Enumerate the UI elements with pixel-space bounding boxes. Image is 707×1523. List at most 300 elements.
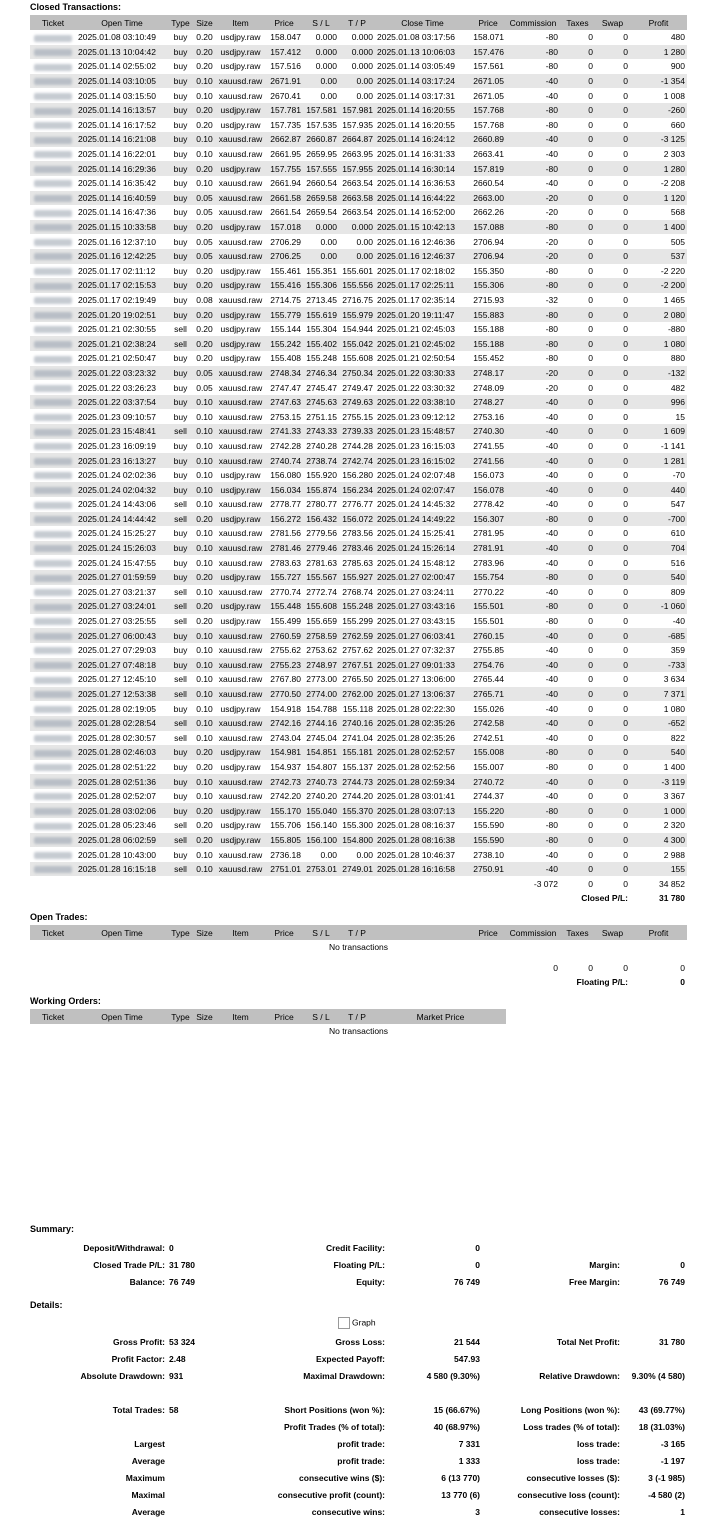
details-cell: Gross Loss: [335, 1336, 385, 1347]
empty-message: No transactions [328, 942, 389, 953]
table-cell: 0 [588, 732, 593, 743]
ticket-cell-redacted [30, 847, 76, 862]
table-cell: 2742.58 [470, 716, 506, 731]
table-cell: 0.20 [193, 220, 216, 235]
table-cell: 2762.59 [339, 628, 375, 643]
table-cell: 155.920 [306, 470, 337, 481]
table-cell: -40 [506, 74, 560, 89]
details-cell: 2.48 [169, 1353, 186, 1364]
redacted-ticket [34, 224, 72, 231]
ticket-cell-redacted [30, 278, 76, 293]
table-cell: 2736.18 [270, 849, 301, 860]
table-row [30, 424, 687, 439]
table-cell: -700 [630, 512, 687, 527]
table-cell: buy [168, 74, 193, 89]
redacted-ticket [34, 414, 72, 421]
details-cell: Relative Drawdown: [539, 1370, 620, 1381]
table-cell: 0 [588, 32, 593, 43]
table-cell: 2748.09 [473, 382, 504, 393]
details-cell [387, 1384, 482, 1401]
table-cell: 2025.01.08 03:17:56 [377, 32, 455, 43]
table-cell: 0 [588, 382, 593, 393]
table-cell: 2025.01.17 02:18:02 [377, 265, 455, 276]
table-cell: 154.937 [270, 761, 301, 772]
table-cell: 2783.63 [270, 557, 301, 568]
table-cell: -80 [506, 599, 560, 614]
table-cell: 155.137 [342, 761, 373, 772]
ticket-cell-redacted [30, 59, 76, 74]
table-row [30, 118, 687, 133]
ticket-cell-redacted [30, 526, 76, 541]
redacted-ticket [34, 93, 72, 100]
table-cell: 156.034 [265, 482, 303, 497]
table-cell: sell [174, 324, 187, 335]
table-cell: 0 [588, 849, 593, 860]
table-cell: 2 080 [630, 307, 687, 322]
table-row [30, 643, 687, 658]
table-cell: 155.556 [339, 278, 375, 293]
table-cell: 0 [588, 149, 593, 160]
table-cell: 155.306 [303, 278, 339, 293]
table-cell: 155.402 [303, 336, 339, 351]
table-cell: 2741.04 [342, 732, 373, 743]
table-cell: usdjpy.raw [220, 265, 261, 276]
floating-pl-value: 0 [680, 977, 685, 988]
table-cell: 2025.01.23 09:10:57 [78, 411, 156, 422]
table-cell: 0.10 [193, 424, 216, 439]
table-cell: 2780.77 [306, 499, 337, 510]
table-cell: buy [173, 557, 188, 568]
table-cell: 0 [560, 745, 595, 760]
table-cell: 2025.01.28 03:01:41 [377, 791, 455, 802]
table-cell: 0.20 [193, 833, 216, 848]
redacted-ticket [34, 268, 72, 275]
deposit-label: Deposit/Withdrawal: [83, 1242, 165, 1253]
table-cell: 0 [623, 61, 628, 72]
table-cell: 154.788 [306, 703, 337, 714]
table-cell: 155.350 [473, 265, 504, 276]
table-cell: 2025.01.28 02:52:57 [375, 745, 470, 760]
table-cell: 2025.01.17 02:19:49 [78, 294, 156, 305]
table-cell: 0.05 [196, 382, 213, 393]
column-header: Price [470, 15, 506, 30]
table-cell: 2767.51 [339, 658, 375, 673]
column-header: Size [193, 1009, 216, 1024]
column-header: Commission [506, 925, 560, 940]
details-row [30, 1469, 687, 1486]
table-cell: 2 988 [663, 849, 685, 860]
table-cell: 2745.63 [303, 395, 339, 410]
ticket-cell-redacted [30, 716, 76, 731]
ticket-cell-redacted [30, 745, 76, 760]
redacted-ticket [34, 78, 72, 85]
table-cell: 2025.01.22 03:37:54 [76, 395, 168, 410]
table-cell: 157.781 [265, 103, 303, 118]
table-cell: usdjpy.raw [216, 833, 265, 848]
redacted-ticket [34, 487, 72, 494]
table-cell: xauusd.raw [216, 366, 265, 381]
table-cell: 0.000 [351, 61, 373, 72]
table-row [30, 30, 687, 45]
table-cell: xauusd.raw [218, 294, 263, 305]
table-cell: 0.10 [196, 440, 213, 451]
table-cell: buy [168, 249, 193, 264]
table-row [30, 847, 687, 862]
table-cell: 2025.01.21 02:50:54 [377, 353, 455, 364]
table-cell: -40 [545, 178, 558, 189]
redacted-ticket [34, 151, 72, 158]
table-cell: sell [168, 336, 193, 351]
table-cell: 2025.01.28 03:02:06 [76, 803, 168, 818]
total-profit: 34 852 [659, 878, 685, 889]
table-cell: -80 [506, 45, 560, 60]
table-cell: 0 [560, 862, 595, 877]
ticket-cell-redacted [30, 30, 76, 45]
table-cell: 157.018 [265, 220, 303, 235]
table-cell: 0 [588, 674, 593, 685]
table-cell: buy [168, 103, 193, 118]
table-cell: 2663.95 [342, 149, 373, 160]
details-cell: consecutive losses: [539, 1506, 620, 1517]
table-cell: 2755.23 [265, 658, 303, 673]
table-cell: 2753.16 [473, 411, 504, 422]
table-row [30, 191, 687, 206]
table-cell: 0 [623, 178, 628, 189]
table-cell: 0 [595, 833, 630, 848]
table-cell: 2025.01.17 02:35:14 [377, 294, 455, 305]
redacted-ticket [34, 750, 72, 757]
table-row [30, 249, 687, 264]
table-cell: 2785.63 [342, 557, 373, 568]
table-row [30, 774, 687, 789]
table-cell: 0 [560, 278, 595, 293]
table-cell: xauusd.raw [216, 395, 265, 410]
table-cell: 2740.72 [470, 774, 506, 789]
table-cell: sell [174, 732, 187, 743]
table-cell: 2025.01.28 08:16:38 [375, 833, 470, 848]
table-cell: 0 [623, 849, 628, 860]
table-cell: 0.08 [196, 294, 213, 305]
table-cell: 2749.63 [339, 395, 375, 410]
column-header: Profit [630, 925, 687, 940]
column-header: Close Time [375, 15, 470, 30]
table-cell: 2025.01.28 06:02:59 [76, 833, 168, 848]
table-cell: 0 [595, 628, 630, 643]
details-cell: 13 770 (6) [441, 1489, 480, 1500]
table-cell: 1 465 [663, 294, 685, 305]
details-cell [167, 1469, 212, 1486]
table-cell: 0.000 [315, 32, 337, 43]
table-cell: 1 008 [663, 90, 685, 101]
table-cell: 0.20 [196, 61, 213, 72]
total-swap: 0 [623, 878, 628, 889]
table-cell: 2660.89 [470, 132, 506, 147]
table-cell: 359 [670, 645, 685, 656]
details-cell [167, 1384, 212, 1401]
table-cell: 1 609 [630, 424, 687, 439]
table-cell: -40 [545, 528, 558, 539]
table-cell: 2025.01.16 12:37:10 [78, 236, 156, 247]
table-cell: -1 354 [630, 74, 687, 89]
table-row [30, 803, 687, 818]
ticket-cell-redacted [30, 628, 76, 643]
table-cell: 2025.01.21 02:38:24 [76, 336, 168, 351]
table-cell: -32 [545, 294, 558, 305]
details-cell: Average [131, 1506, 165, 1517]
table-cell: 155.979 [339, 307, 375, 322]
table-cell: 156.080 [270, 470, 301, 481]
redacted-ticket [34, 341, 72, 348]
table-cell: usdjpy.raw [216, 103, 265, 118]
table-cell: 0.20 [193, 103, 216, 118]
table-cell: 568 [670, 207, 685, 218]
table-row [30, 322, 687, 337]
table-row [30, 453, 687, 468]
column-header: Price [265, 1009, 303, 1024]
column-header: Item [216, 15, 265, 30]
table-cell: 154.918 [270, 703, 301, 714]
column-header: Type [168, 1009, 193, 1024]
table-row [30, 307, 687, 322]
ticket-cell-redacted [30, 322, 76, 337]
table-cell: 155.181 [339, 745, 375, 760]
table-cell: 0.00 [339, 249, 375, 264]
table-cell: 0.10 [196, 557, 213, 568]
table-cell: xauusd.raw [218, 849, 263, 860]
table-cell: 0 [560, 833, 595, 848]
table-cell: 0 [560, 541, 595, 556]
table-cell: 0.000 [351, 32, 373, 43]
table-cell: 0.10 [193, 862, 216, 877]
table-cell: buy [168, 745, 193, 760]
table-cell: 155.220 [470, 803, 506, 818]
table-cell: 155.042 [339, 336, 375, 351]
details-cell: Total Net Profit: [556, 1336, 620, 1347]
table-cell: 2025.01.14 16:36:53 [377, 178, 455, 189]
table-cell: -80 [506, 570, 560, 585]
details-cell: loss trade: [577, 1455, 620, 1466]
table-cell: 2025.01.27 03:24:01 [76, 599, 168, 614]
table-cell: 1 080 [663, 703, 685, 714]
table-cell: 2770.74 [270, 586, 301, 597]
details-cell: 15 (66.67%) [433, 1404, 480, 1415]
table-cell: -40 [506, 716, 560, 731]
table-cell: 1 000 [630, 803, 687, 818]
table-cell: 157.955 [339, 161, 375, 176]
total-taxes: 0 [588, 878, 593, 889]
table-row [30, 716, 687, 731]
table-cell: 155.040 [303, 803, 339, 818]
table-cell: 540 [630, 570, 687, 585]
details-row [30, 1333, 687, 1350]
credit-label: Credit Facility: [325, 1242, 385, 1253]
table-cell: 155.608 [342, 353, 373, 364]
table-cell: 156.073 [473, 470, 504, 481]
table-cell: -20 [545, 207, 558, 218]
table-cell: 2025.01.14 16:13:57 [76, 103, 168, 118]
table-cell: buy [168, 191, 193, 206]
table-cell: 0 [560, 191, 595, 206]
table-cell: usdjpy.raw [216, 278, 265, 293]
table-cell: 0 [623, 149, 628, 160]
table-cell: 2660.87 [303, 132, 339, 147]
details-section [30, 1333, 687, 1520]
table-cell: -40 [506, 687, 560, 702]
table-cell: 157.768 [470, 103, 506, 118]
table-cell: xauusd.raw [216, 424, 265, 439]
table-cell: 0 [595, 74, 630, 89]
table-cell: 2663.54 [342, 178, 373, 189]
table-cell: 0 [623, 119, 628, 130]
table-cell: 2025.01.28 10:46:37 [377, 849, 455, 860]
table-cell: 0 [560, 774, 595, 789]
table-cell: 0 [588, 820, 593, 831]
table-cell: -2 200 [630, 278, 687, 293]
ticket-cell-redacted [30, 103, 76, 118]
table-cell: 155.026 [473, 703, 504, 714]
table-cell: 154.944 [342, 324, 373, 335]
table-cell: 0 [595, 307, 630, 322]
table-cell: 154.851 [303, 745, 339, 760]
redacted-ticket [34, 370, 72, 377]
table-cell: -880 [667, 324, 685, 335]
redacted-ticket [34, 297, 72, 304]
table-cell: 2713.45 [306, 294, 337, 305]
table-cell: 0.10 [196, 645, 213, 656]
table-cell: 155.351 [306, 265, 337, 276]
table-cell: 0.00 [303, 74, 339, 89]
table-cell: 2779.46 [303, 541, 339, 556]
table-cell: 2781.91 [470, 541, 506, 556]
redacted-ticket [34, 720, 72, 727]
column-header: Commission [506, 15, 560, 30]
table-row [30, 264, 687, 279]
table-cell: 2738.74 [303, 453, 339, 468]
table-cell: 155.242 [265, 336, 303, 351]
table-cell: 157.555 [303, 161, 339, 176]
table-row [30, 45, 687, 60]
column-header: T / P [339, 1009, 375, 1024]
redacted-ticket [34, 122, 72, 129]
ticket-cell-redacted [30, 701, 76, 716]
table-cell: 2025.01.24 02:07:48 [377, 470, 455, 481]
table-cell: 0 [623, 586, 628, 597]
table-cell: 0 [595, 862, 630, 877]
table-cell: 2661.95 [270, 149, 301, 160]
table-cell: 0.10 [193, 482, 216, 497]
empty-message: No transactions [328, 1026, 389, 1037]
details-cell: profit trade: [337, 1455, 385, 1466]
details-cell: 3 (-1 985) [648, 1472, 685, 1483]
table-cell: 2706.94 [473, 236, 504, 247]
table-cell: 0.10 [193, 628, 216, 643]
details-cell: 18 (31.03%) [638, 1421, 685, 1432]
table-cell: 2750.91 [470, 862, 506, 877]
details-cell [30, 1418, 167, 1435]
table-cell: 0.20 [196, 119, 213, 130]
table-cell: 2025.01.27 12:53:38 [76, 687, 168, 702]
table-cell: 155.805 [265, 833, 303, 848]
table-cell: buy [173, 849, 188, 860]
table-cell: 0 [595, 336, 630, 351]
table-cell: -80 [545, 324, 558, 335]
column-header: Swap [595, 925, 630, 940]
table-cell: xauusd.raw [216, 687, 265, 702]
table-cell: 2670.41 [270, 90, 301, 101]
table-cell: -40 [545, 557, 558, 568]
column-header: Type [168, 15, 193, 30]
table-cell: 2025.01.17 02:25:11 [375, 278, 470, 293]
redacted-ticket [34, 35, 72, 42]
table-cell: 155.248 [306, 353, 337, 364]
table-row [30, 789, 687, 804]
table-cell: usdjpy.raw [216, 336, 265, 351]
table-cell: xauusd.raw [216, 716, 265, 731]
table-cell: 2025.01.14 16:31:33 [377, 149, 455, 160]
table-cell: 2025.01.27 07:48:18 [76, 658, 168, 673]
table-cell: 2746.34 [303, 366, 339, 381]
table-cell: 2765.50 [342, 674, 373, 685]
details-cell: Absolute Drawdown: [80, 1370, 165, 1381]
details-cell: consecutive wins ($): [299, 1472, 385, 1483]
table-cell: usdjpy.raw [216, 307, 265, 322]
table-cell: 2783.56 [342, 528, 373, 539]
table-cell: 0.05 [193, 366, 216, 381]
table-cell: 0.20 [193, 45, 216, 60]
table-cell: -733 [630, 658, 687, 673]
redacted-ticket [34, 808, 72, 815]
table-row [30, 570, 687, 585]
table-cell: usdjpy.raw [216, 512, 265, 527]
table-cell: 0 [560, 395, 595, 410]
table-cell: usdjpy.raw [216, 161, 265, 176]
ticket-cell-redacted [30, 88, 76, 103]
ticket-cell-redacted [30, 555, 76, 570]
table-cell: 2025.01.24 14:44:42 [76, 512, 168, 527]
table-cell: 610 [670, 528, 685, 539]
table-cell: 0.10 [196, 470, 213, 481]
table-cell: xauusd.raw [216, 658, 265, 673]
table-cell: 0.20 [193, 599, 216, 614]
table-cell: 157.819 [470, 161, 506, 176]
details-row [30, 1486, 687, 1503]
table-cell: 157.535 [306, 119, 337, 130]
table-cell: -40 [506, 453, 560, 468]
table-cell: 2025.01.28 16:16:58 [375, 862, 470, 877]
table-cell: 2742.74 [339, 453, 375, 468]
details-cell: 31 780 [659, 1336, 685, 1347]
table-cell: 2025.01.14 03:17:24 [375, 74, 470, 89]
table-cell: 0 [560, 453, 595, 468]
table-cell: 0.20 [196, 353, 213, 364]
table-cell: 155.601 [342, 265, 373, 276]
table-cell: 2744.20 [342, 791, 373, 802]
redacted-ticket [34, 399, 72, 406]
redacted-ticket [34, 837, 72, 844]
table-row [30, 599, 687, 614]
table-cell: 2025.01.14 16:20:55 [377, 119, 455, 130]
table-cell: -40 [545, 149, 558, 160]
table-cell: 0 [623, 440, 628, 451]
table-cell: 0.10 [196, 499, 213, 510]
table-cell: xauusd.raw [218, 645, 263, 656]
details-row [30, 1418, 687, 1435]
table-row [30, 395, 687, 410]
table-cell: xauusd.raw [218, 236, 263, 247]
table-cell: buy [168, 161, 193, 176]
table-cell: 155.619 [303, 307, 339, 322]
table-cell: -80 [506, 512, 560, 527]
